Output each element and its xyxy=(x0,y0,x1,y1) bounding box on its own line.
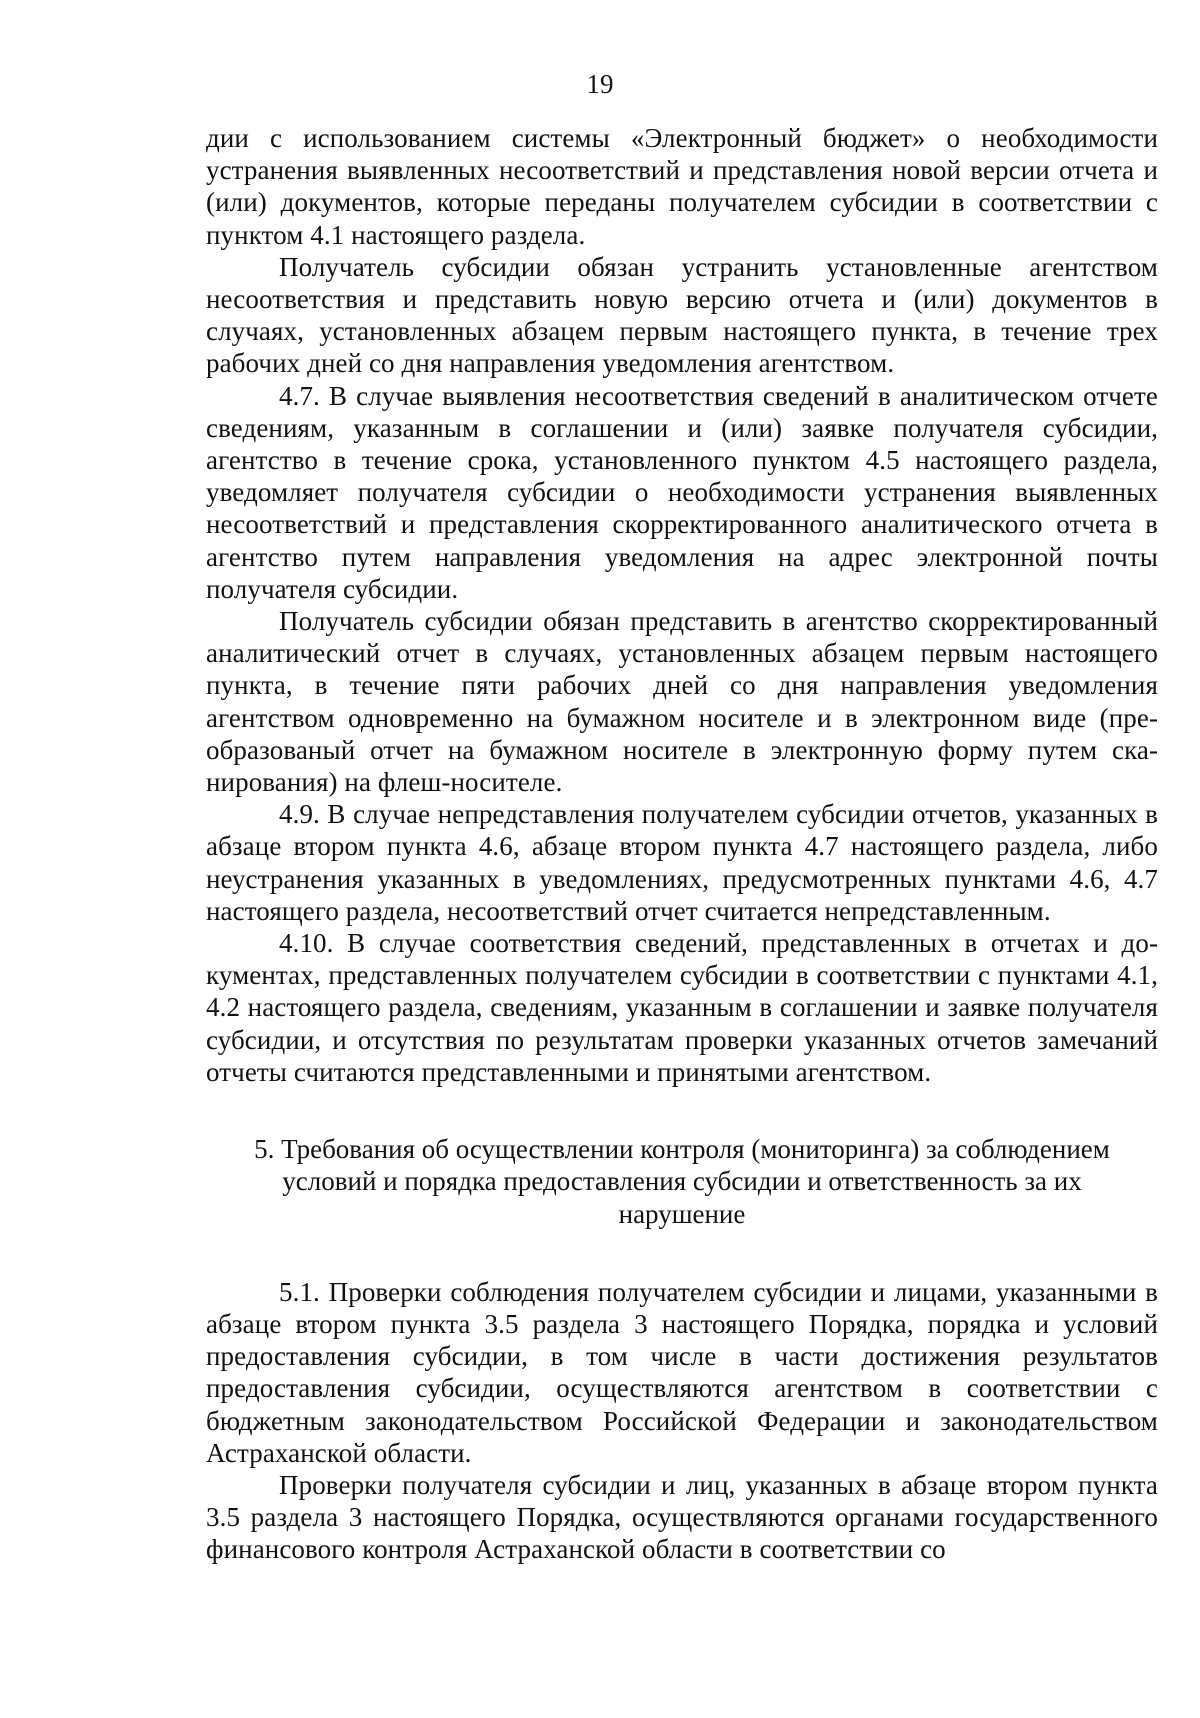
section-5-heading: 5. Требования об осуществлении контроля (мониторинга) за соблюдением условий и порядка предоставления субсидии и ответственность за их нарушение xyxy=(254,1134,1110,1229)
document-body xyxy=(206,122,1158,1566)
paragraph-recipient-obligation: Получатель субсидии обязан устранить установленные агентством несоответствия и представить новую версию отчета и (или) документов в случаях, установленных абзацем первым настоящего пункта, в течение трех рабочих дней со дня направления уведомления агентством. xyxy=(206,251,1158,379)
paragraph-4-10: 4.10. В случае соответствия сведений, представленных в отчетах и документах, представленных получателем субсидии в соответствии с пунктами 4.1, 4.2 настоящего раздела, сведениям, указанным в соглашении и заявке получателя субсидии, и отсутствия по результатам проверки указанных отчетов замечаний отчеты считаются представленными и принятыми агентством. xyxy=(206,928,1158,1087)
paragraph-corrected-report: Получатель субсидии обязан представить в агентство скорректированный аналитический отчет в случаях, установленных абзацем первым настоящего пункта, в течение пяти рабочих дней со дня направления уведомления агентством одновременно на бумажном носителе и в электронном виде (преобразованый отчет на бумажном носителе в электронную форму путем сканирования) на флеш-носителе. xyxy=(206,606,1158,798)
paragraph-continuation: дии с использованием системы «Электронный бюджет» о необходимости устранения выявленных несоответствий и представления новой версии отчета и (или) документов, которые переданы получателем субсидии в соответствии с пунктом 4.1 настоящего раздела. xyxy=(206,123,1158,250)
paragraph-inspections: Проверки получателя субсидии и лиц, указанных в абзаце втором пункта 3.5 раздела 3 настоящего Порядка, осуществляются органами государственного финансового контроля Астраханской области в соответствии со xyxy=(206,1469,1158,1565)
paragraph-4-7: 4.7. В случае выявления несоответствия сведений в аналитическом отчете сведениям, указанным в соглашении и (или) заявке получателя субсидии, агентство в течение срока, установленного пунктом 4.5 настоящего раздела, уведомляет получателя субсидии о необходимости устранения выявленных несоответствий и представления скорректированного аналитического отчета в агентство путем направления уведомления на адрес электронной почты получателя субсидии. xyxy=(206,380,1158,604)
paragraph-5-1: 5.1. Проверки соблюдения получателем субсидии и лицами, указанными в абзаце втором пункта 3.5 раздела 3 настоящего Порядка, порядка и условий предоставления субсидии, в том числе в части достижения результатов предоставления субсидии, осуществляются агентством в соответствии с бюджетным законодательством Российской Федерации и законодательством Астраханской области. xyxy=(206,1276,1158,1468)
page-number: 19 xyxy=(586,69,614,99)
paragraph-4-9: 4.9. В случае непредставления получателем субсидии отчетов, указанных в абзаце втором пункта 4.6, абзаце втором пункта 4.7 настоящего раздела, либо неустранения указанных в уведомлениях, предусмотренных пунктами 4.6, 4.7 настоящего раздела, несоответствий отчет считается непредставленным. xyxy=(206,799,1158,926)
